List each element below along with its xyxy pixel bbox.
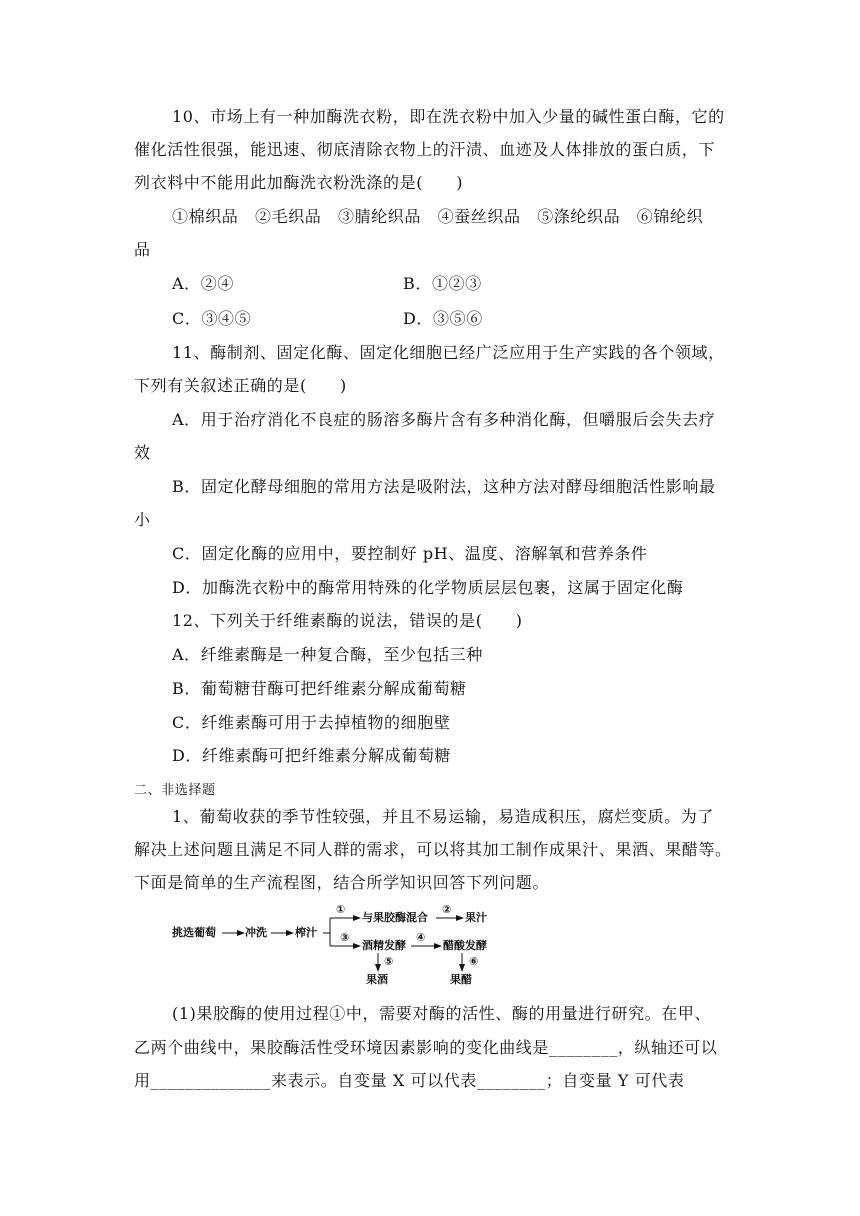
s2-q1-line3: 下面是简单的生产流程图，结合所学知识回答下列问题。 bbox=[134, 873, 550, 892]
section-heading: 二、非选择题 bbox=[134, 783, 216, 798]
q11-stem-line1: 11、酶制剂、固定化酶、固定化细胞已经广泛应用于生产实践的各个领域， bbox=[172, 343, 725, 362]
q12-option-b: B．葡萄糖苷酶可把纤维素分解成葡萄糖 bbox=[172, 679, 467, 698]
flow-step-6: ⑥ bbox=[469, 955, 479, 968]
flow-node-juice: 果汁 bbox=[465, 911, 487, 924]
q10-stem-line3: 列衣料中不能用此加酶洗衣粉洗涤的是( ) bbox=[134, 173, 464, 192]
q11-option-b-line1: B．固定化酵母细胞的常用方法是吸附法，这种方法对酵母细胞活性影响最 bbox=[172, 477, 716, 496]
flow-node-select-grapes: 挑选葡萄 bbox=[172, 926, 216, 939]
q12-option-d: D．纤维素酶可把纤维素分解成葡萄糖 bbox=[172, 746, 452, 765]
flow-node-acetic-fermentation: 醋酸发酵 bbox=[443, 939, 487, 952]
flow-node-wash: 冲洗 bbox=[245, 926, 267, 939]
q11-option-d: D．加酶洗衣粉中的酶常用特殊的化学物质层层包裹，这属于固定化酶 bbox=[172, 578, 684, 597]
flow-node-alcohol-fermentation: 酒精发酵 bbox=[362, 939, 406, 952]
q11-stem-line2: 下列有关叙述正确的是( ) bbox=[134, 376, 347, 395]
q10-stem-line1: 10、市场上有一种加酶洗衣粉，即在洗衣粉中加入少量的碱性蛋白酶，它的 bbox=[172, 107, 725, 126]
q10-stem-line2: 催化活性很强，能迅速、彻底清除衣物上的汗渍、血迹及人体排放的蛋白质，下 bbox=[134, 140, 716, 159]
q11-option-b-line2: 小 bbox=[134, 510, 151, 529]
flow-node-wine: 果酒 bbox=[366, 973, 388, 986]
flow-step-2: ② bbox=[442, 903, 452, 916]
q10-option-b: B．①②③ bbox=[403, 274, 482, 293]
flow-step-1: ① bbox=[336, 903, 346, 916]
flow-step-4: ④ bbox=[416, 931, 426, 944]
flow-node-press: 榨汁 bbox=[295, 926, 317, 939]
q10-items-line1: ①棉织品 ②毛织品 ③腈纶织品 ④蚕丝织品 ⑤涤纶织品 ⑥锦纶织 bbox=[172, 207, 704, 226]
s2-sub1-line1: (1)果胶酶的使用过程①中，需要对酶的活性、酶的用量进行研究。在甲、 bbox=[172, 1004, 712, 1023]
s2-sub1-line3: 用______________来表示。自变量 X 可以代表________；自变量 Y 可代表 bbox=[134, 1071, 685, 1090]
s2-q1-line2: 解决上述问题且满足不同人群的需求，可以将其加工制作成果汁、果酒、果醋等。 bbox=[134, 840, 732, 859]
q11-option-a-line1: A．用于治疗消化不良症的肠溶多酶片含有多种消化酶，但嚼服后会失去疗 bbox=[172, 410, 716, 429]
q11-option-a-line2: 效 bbox=[134, 443, 151, 462]
flow-step-3: ③ bbox=[340, 931, 350, 944]
flow-step-5: ⑤ bbox=[384, 955, 394, 968]
q11-option-c: C．固定化酶的应用中，要控制好 pH、温度、溶解氧和营养条件 bbox=[172, 544, 648, 563]
q10-option-c: C．③④⑤ bbox=[172, 309, 252, 328]
q10-option-d: D．③⑤⑥ bbox=[403, 309, 483, 328]
flow-node-vinegar: 果醋 bbox=[450, 973, 472, 986]
q12-stem: 12、下列关于纤维素酶的说法，错误的是( ) bbox=[172, 611, 523, 630]
s2-q1-line1: 1、葡萄收获的季节性较强，并且不易运输，易造成积压，腐烂变质。为了 bbox=[172, 807, 714, 826]
flow-node-pectinase: 与果胶酶混合 bbox=[362, 911, 428, 924]
q12-option-c: C．纤维素酶可用于去掉植物的细胞壁 bbox=[172, 713, 451, 732]
q10-option-a: A．②④ bbox=[172, 274, 234, 293]
s2-sub1-line2: 乙两个曲线中，果胶酶活性受环境因素影响的变化曲线是________，纵轴还可以 bbox=[134, 1038, 718, 1057]
q12-option-a: A．纤维素酶是一种复合酶，至少包括三种 bbox=[172, 645, 483, 664]
q10-items-line2: 品 bbox=[134, 240, 151, 259]
